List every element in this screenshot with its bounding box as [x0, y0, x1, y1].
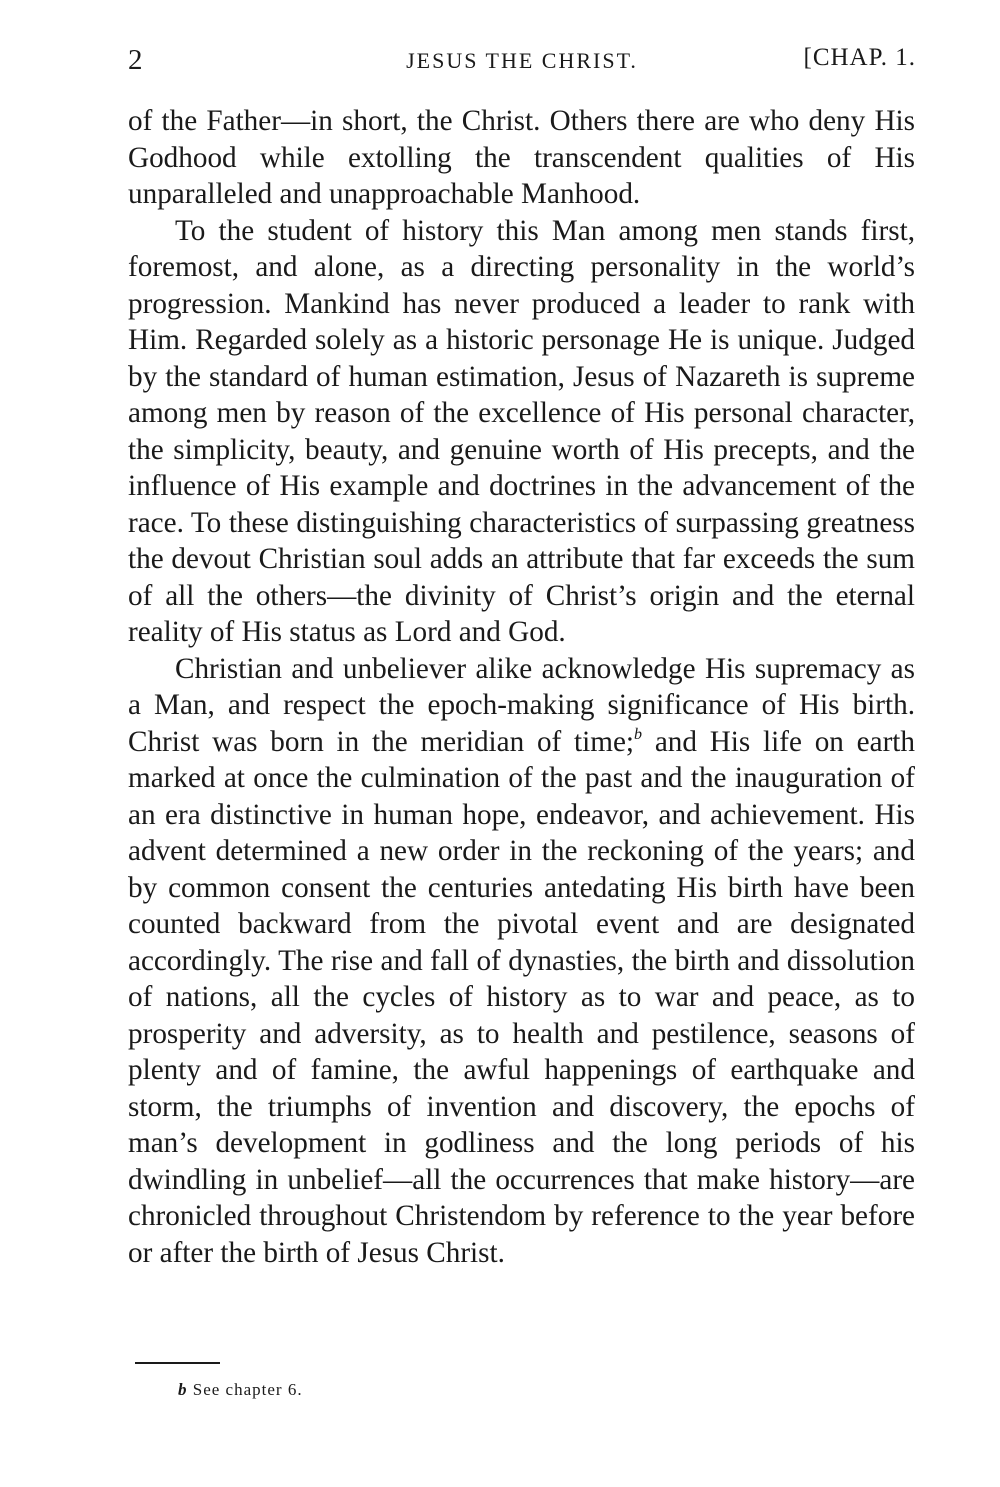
footnote-rule: [135, 1362, 220, 1364]
paragraph-3-part-2: and His life on earth marked at once the culmination of the past and the inauguration of an era distinctive in human hope, endeavor, and achievement. His advent determined a new order in the reckoning of the years; and by common consent the centuries antedating His birth have been counted backward from the pivotal event and are designated accordingly. The rise and fall of dynasties, the birth and dissolution of nations, all the cycles of history as to war and peace, as to prosperity and adversity, as to health and pestilence, seasons of plenty and of famine, the awful happenings of earthquake and storm, the triumphs of invention and discovery, the epochs of man’s development in godliness and the long periods of his dwindling in unbelief—all the occurrences that make history—are chronicled throughout Christendom by reference to the year before or after the birth of Jesus Christ.: [128, 725, 915, 1269]
footnote-mark: b: [178, 1380, 188, 1399]
paragraph-2: To the student of history this Man among men stands first, foremost, and alone, as a directing personality in the world’s progression. Mankind has never produced a leader to rank with Him. Regarded solely as a historic personage He is unique. Judged by the standard of human estimation, Jesus of Nazareth is supreme among men by reason of the excellence of His personal character, the simplicity, beauty, and genuine worth of His precepts, and the influence of His example and doctrines in the advancement of the race. To these distinguishing characteristics of surpassing greatness the devout Christian soul adds an attribute that far exceeds the sum of all the others—the divinity of Christ’s origin and the eternal reality of His status as Lord and God.: [128, 214, 915, 648]
running-header: [128, 44, 916, 84]
paragraph-3: [128, 651, 915, 1272]
running-title: JESUS THE CHRIST.: [406, 48, 638, 73]
footnote-text: See chapter 6.: [187, 1380, 303, 1399]
paragraph-3-part-1: Christian and unbeliever alike acknowledge His supremacy as a Man, and respect the epoch-making significance of His birth. Christ was born in the meridian of time;: [128, 652, 915, 758]
body-text: [128, 103, 915, 1271]
chapter-label: [CHAP. 1.: [803, 44, 916, 71]
footnote: [178, 1380, 303, 1400]
page-number: 2: [128, 44, 144, 76]
footnote-reference: b: [634, 725, 643, 743]
paragraph-1: of the Father—in short, the Christ. Others there are who deny His Godhood while extolling the transcendent qualities of His unparalleled and unapproachable Manhood.: [128, 105, 915, 210]
